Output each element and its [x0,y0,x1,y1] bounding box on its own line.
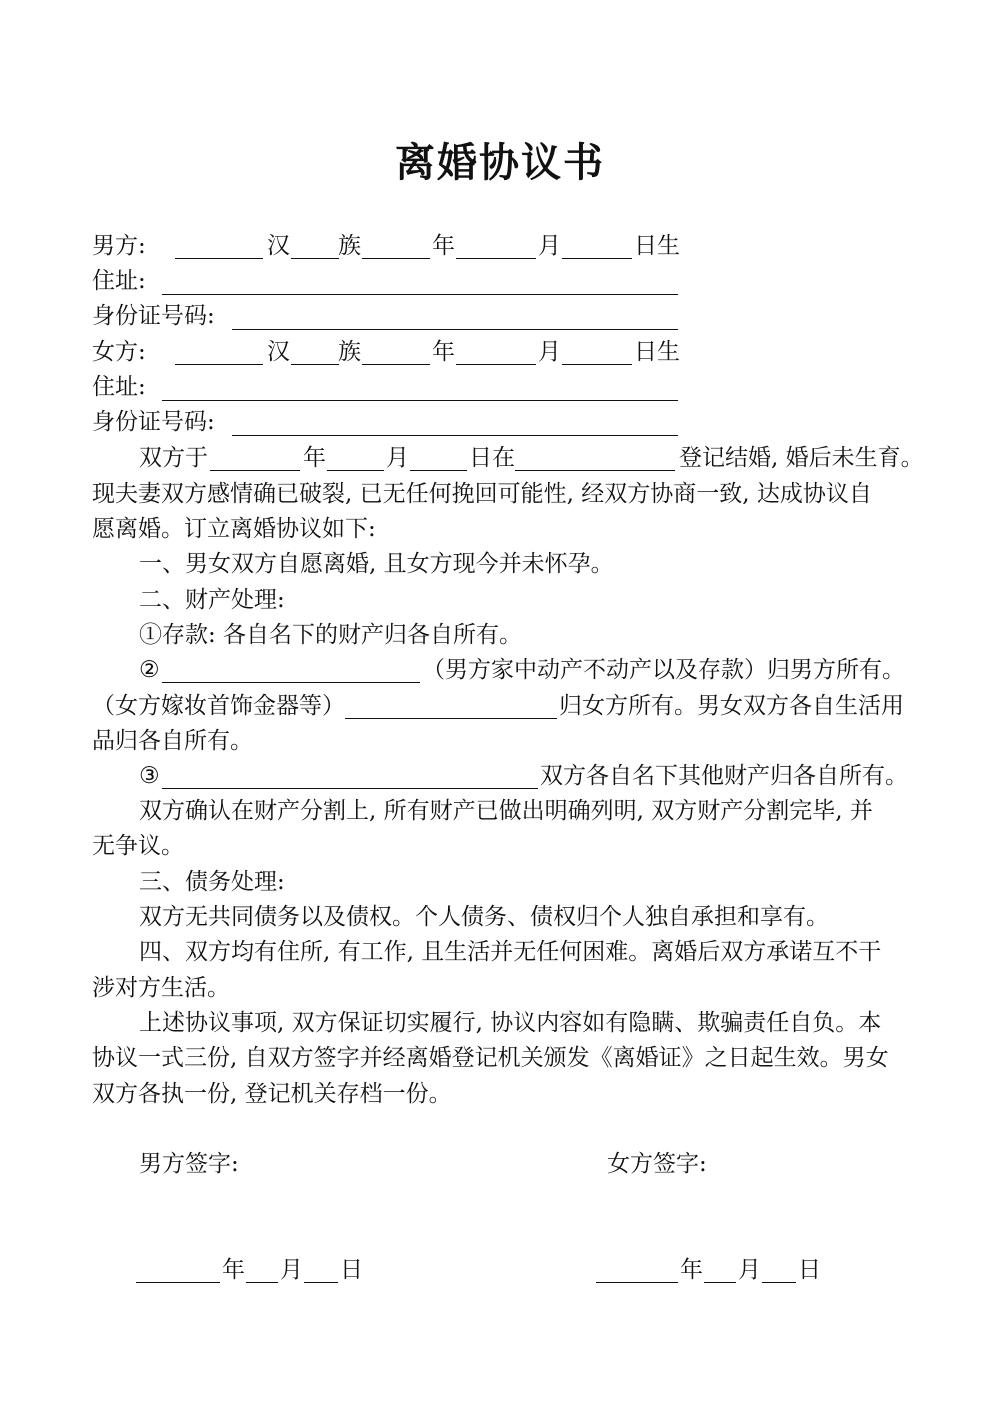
female-ethnicity-blank[interactable] [291,364,339,365]
marriage-day-blank[interactable] [410,470,467,471]
paragraph-line: 涉对方生活。 [92,975,230,1001]
clause-1: 一、男女双方自愿离婚, 且女方现今并未怀孕。 [139,551,614,577]
male-ethnicity-blank[interactable] [291,258,339,259]
male-birth-month-blank[interactable] [456,258,536,259]
sign-year-label: 年 [222,1257,245,1283]
male-birth-day-blank[interactable] [562,258,632,259]
female-address-label: 住址: [92,374,146,400]
paragraph-line: 双方确认在财产分割上, 所有财产已做出明确列明, 双方财产分割完毕, 并 [139,798,873,824]
paragraph-line: 愿离婚。订立离婚协议如下: [92,516,376,542]
male-sign-day-blank[interactable] [304,1282,338,1283]
marriage-suffix: 登记结婚, 婚后未生育。 [679,445,924,471]
property-item-1: ①存款: 各自名下的财产归各自所有。 [139,622,523,648]
male-id-blank[interactable] [232,329,678,330]
property-item-3-prefix: ③ [139,763,160,789]
paragraph-line: 现夫妻双方感情确已破裂, 已无任何挽回可能性, 经双方协商一致, 达成协议自 [92,481,872,507]
female-signature-label: 女方签字: [607,1151,707,1177]
final-paragraph: 上述协议事项, 双方保证切实履行, 协议内容如有隐瞒、欺骗责任自负。本 [139,1010,882,1036]
female-birth-year-blank[interactable] [362,364,430,365]
male-sign-month-blank[interactable] [246,1282,278,1283]
female-sign-day-blank[interactable] [762,1282,796,1283]
male-address-blank[interactable] [162,294,678,295]
female-property-blank[interactable] [345,718,557,719]
female-birth-day-blank[interactable] [562,364,632,365]
month-label: 月 [538,339,561,365]
document-title: 离婚协议书 [395,139,605,186]
han-label: 汉 [267,339,290,365]
paragraph-line: 双方各执一份, 登记机关存档一份。 [92,1081,452,1107]
debt-paragraph: 双方无共同债务以及债权。个人债务、债权归个人独自承担和享有。 [139,904,829,930]
female-name-blank[interactable] [175,364,263,365]
paragraph-line: 品归各自所有。 [92,728,253,754]
marriage-year-label: 年 [303,445,326,471]
male-sign-year-blank[interactable] [136,1282,220,1283]
property-item-2b-suffix: 归女方所有。男女双方各自生活用 [559,693,904,719]
day-born-label: 日生 [634,233,680,259]
male-label: 男方: [92,233,146,259]
sign-year-label: 年 [680,1257,703,1283]
male-address-label: 住址: [92,268,146,294]
year-label: 年 [432,339,455,365]
marriage-prefix: 双方于 [139,445,208,471]
paragraph-line: 无争议。 [92,833,184,859]
property-item-3-suffix: 双方各自名下其他财产归各自所有。 [540,763,908,789]
female-birth-month-blank[interactable] [456,364,536,365]
sign-month-label: 月 [280,1257,303,1283]
property-item-2-prefix: ② [139,657,160,683]
female-sign-year-blank[interactable] [596,1282,678,1283]
sign-day-label: 日 [798,1257,821,1283]
clause-3-heading: 三、债务处理: [139,869,285,895]
day-born-label: 日生 [634,339,680,365]
male-id-label: 身份证号码: [92,303,215,329]
marriage-month-label: 月 [386,445,409,471]
male-signature-label: 男方签字: [139,1151,239,1177]
han-label: 汉 [267,233,290,259]
zu-label: 族 [338,233,361,259]
male-name-blank[interactable] [175,258,263,259]
male-property-blank[interactable] [162,682,420,683]
property-item-2-suffix: （男方家中动产不动产以及存款）归男方所有。 [422,657,905,683]
month-label: 月 [538,233,561,259]
other-property-blank[interactable] [162,788,538,789]
female-id-label: 身份证号码: [92,409,215,435]
female-id-blank[interactable] [232,435,678,436]
female-sign-month-blank[interactable] [704,1282,736,1283]
paragraph-line: 协议一式三份, 自双方签字并经离婚登记机关颁发《离婚证》之日起生效。男女 [92,1045,889,1071]
marriage-year-blank[interactable] [210,470,300,471]
clause-2-heading: 二、财产处理: [139,587,285,613]
clause-4: 四、双方均有住所, 有工作, 且生活并无任何困难。离婚后双方承诺互不干 [139,939,882,965]
marriage-month-blank[interactable] [327,470,384,471]
property-item-2b-prefix: （女方嫁妆首饰金器等） [92,693,345,719]
year-label: 年 [432,233,455,259]
sign-day-label: 日 [340,1257,363,1283]
male-birth-year-blank[interactable] [362,258,430,259]
marriage-day-label: 日在 [469,445,515,471]
sign-month-label: 月 [738,1257,761,1283]
marriage-place-blank[interactable] [515,470,675,471]
female-label: 女方: [92,339,146,365]
female-address-blank[interactable] [162,400,678,401]
zu-label: 族 [338,339,361,365]
